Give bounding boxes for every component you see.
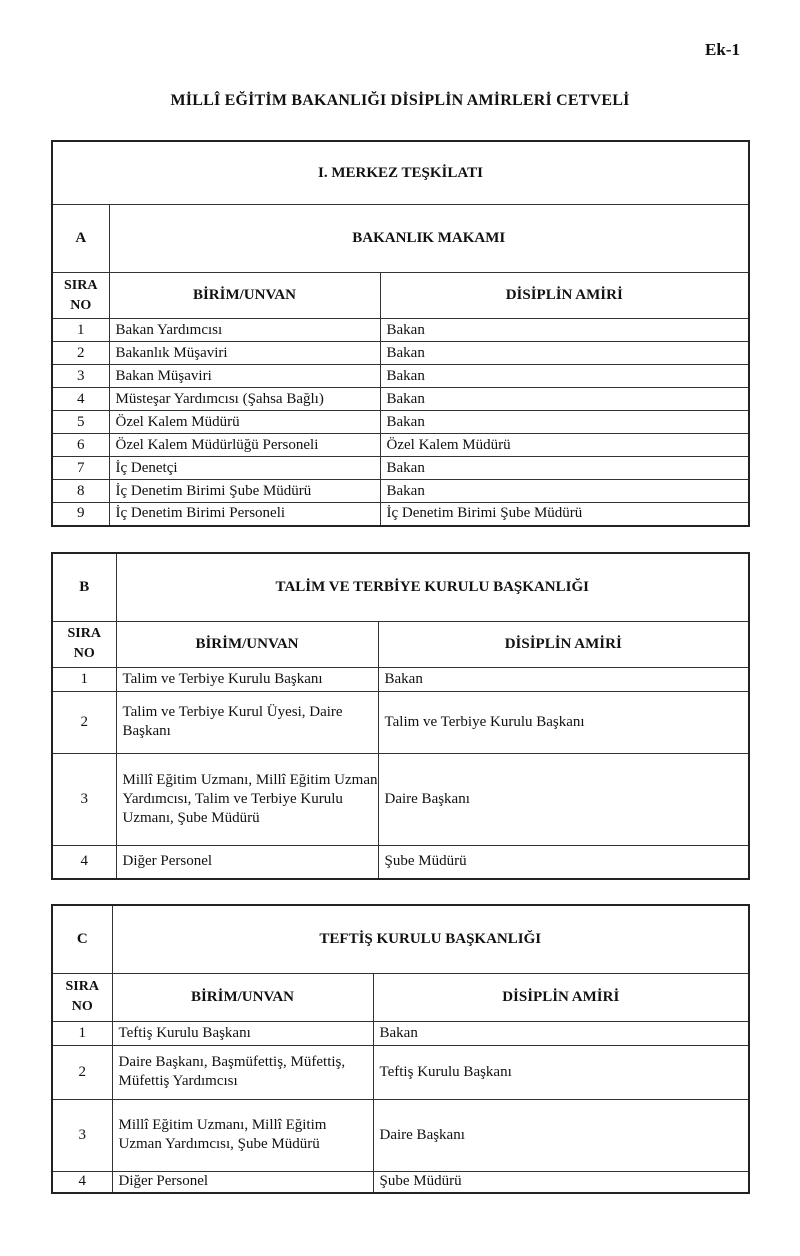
row-unit: Millî Eğitim Uzmanı, Millî Eğitim Uzman Yardımcısı, Şube Müdürü xyxy=(112,1099,373,1171)
row-unit: Bakan Müşaviri xyxy=(109,365,380,388)
row-number: 1 xyxy=(52,667,116,691)
row-supervisor: Teftiş Kurulu Başkanı xyxy=(373,1045,749,1099)
row-number: 1 xyxy=(52,1021,112,1045)
row-supervisor: Talim ve Terbiye Kurulu Başkanı xyxy=(378,691,749,753)
section-letter: A xyxy=(52,205,109,273)
section-letter: C xyxy=(52,905,112,973)
row-number: 5 xyxy=(52,411,109,434)
row-supervisor: Bakan xyxy=(380,388,749,411)
row-unit: Talim ve Terbiye Kurul Üyesi, Daire Başkanı xyxy=(116,691,378,753)
row-supervisor: Bakan xyxy=(378,667,749,691)
section-title: BAKANLIK MAKAMI xyxy=(109,205,749,273)
column-header-supervisor: DİSİPLİN AMİRİ xyxy=(373,973,749,1021)
row-number: 8 xyxy=(52,480,109,503)
section-title: TEFTİŞ KURULU BAŞKANLIĞI xyxy=(112,905,749,973)
row-supervisor: Bakan xyxy=(380,342,749,365)
row-supervisor: Şube Müdürü xyxy=(373,1171,749,1193)
row-number: 2 xyxy=(52,1045,112,1099)
row-unit: Teftiş Kurulu Başkanı xyxy=(112,1021,373,1045)
row-number: 9 xyxy=(52,503,109,526)
column-header-unit: BİRİM/UNVAN xyxy=(109,273,380,319)
row-unit: Bakan Yardımcısı xyxy=(109,319,380,342)
row-number: 3 xyxy=(52,365,109,388)
row-unit: Millî Eğitim Uzmanı, Millî Eğitim Uzman Yardımcısı, Talim ve Terbiye Kurulu Uzmanı, Şube Müdürü xyxy=(116,753,378,845)
table-row xyxy=(52,1045,749,1099)
row-unit: Özel Kalem Müdürü xyxy=(109,411,380,434)
table-row xyxy=(52,480,749,503)
table-row xyxy=(52,503,749,526)
column-header-unit: BİRİM/UNVAN xyxy=(116,621,378,667)
table-row xyxy=(52,1099,749,1171)
table-row xyxy=(52,319,749,342)
row-unit: İç Denetim Birimi Şube Müdürü xyxy=(109,480,380,503)
row-supervisor: Bakan xyxy=(380,411,749,434)
column-header-unit: BİRİM/UNVAN xyxy=(112,973,373,1021)
table-row xyxy=(52,388,749,411)
row-number: 2 xyxy=(52,342,109,365)
table-row xyxy=(52,753,749,845)
row-unit: Özel Kalem Müdürlüğü Personeli xyxy=(109,434,380,457)
column-header-sira-no: SIRA NO xyxy=(52,973,112,1021)
row-supervisor: Bakan xyxy=(380,480,749,503)
document-title: MİLLÎ EĞİTİM BAKANLIĞI DİSİPLİN AMİRLERİ CETVELİ xyxy=(170,92,630,109)
row-number: 4 xyxy=(52,1171,112,1193)
organization-heading: I. MERKEZ TEŞKİLATI xyxy=(52,141,749,205)
row-supervisor: Özel Kalem Müdürü xyxy=(380,434,749,457)
section-letter: B xyxy=(52,553,116,621)
section-table-b xyxy=(51,552,750,880)
section-title: TALİM VE TERBİYE KURULU BAŞKANLIĞI xyxy=(116,553,749,621)
table-row xyxy=(52,365,749,388)
row-unit: Talim ve Terbiye Kurulu Başkanı xyxy=(116,667,378,691)
table-row xyxy=(52,434,749,457)
table-row xyxy=(52,457,749,480)
row-number: 7 xyxy=(52,457,109,480)
column-header-sira-no: SIRA NO xyxy=(52,621,116,667)
column-header-sira-no: SIRA NO xyxy=(52,273,109,319)
row-unit: İç Denetçi xyxy=(109,457,380,480)
table-row xyxy=(52,1021,749,1045)
page-reference: Ek-1 xyxy=(705,40,740,59)
table-row xyxy=(52,845,749,879)
row-number: 3 xyxy=(52,1099,112,1171)
row-number: 1 xyxy=(52,319,109,342)
row-unit: İç Denetim Birimi Personeli xyxy=(109,503,380,526)
row-supervisor: Bakan xyxy=(380,365,749,388)
table-row xyxy=(52,691,749,753)
row-supervisor: İç Denetim Birimi Şube Müdürü xyxy=(380,503,749,526)
table-row xyxy=(52,1171,749,1193)
table-row xyxy=(52,667,749,691)
row-supervisor: Bakan xyxy=(380,457,749,480)
row-unit: Müsteşar Yardımcısı (Şahsa Bağlı) xyxy=(109,388,380,411)
row-supervisor: Şube Müdürü xyxy=(378,845,749,879)
row-supervisor: Bakan xyxy=(373,1021,749,1045)
row-number: 4 xyxy=(52,845,116,879)
column-header-supervisor: DİSİPLİN AMİRİ xyxy=(378,621,749,667)
row-number: 6 xyxy=(52,434,109,457)
row-supervisor: Daire Başkanı xyxy=(373,1099,749,1171)
row-number: 4 xyxy=(52,388,109,411)
row-number: 3 xyxy=(52,753,116,845)
column-header-supervisor: DİSİPLİN AMİRİ xyxy=(380,273,749,319)
section-table-c xyxy=(51,904,750,1194)
row-unit: Daire Başkanı, Başmüfettiş, Müfettiş, Müfettiş Yardımcısı xyxy=(112,1045,373,1099)
row-supervisor: Daire Başkanı xyxy=(378,753,749,845)
table-row xyxy=(52,411,749,434)
row-supervisor: Bakan xyxy=(380,319,749,342)
section-table-a xyxy=(51,140,750,527)
table-row xyxy=(52,342,749,365)
row-number: 2 xyxy=(52,691,116,753)
row-unit: Bakanlık Müşaviri xyxy=(109,342,380,365)
row-unit: Diğer Personel xyxy=(116,845,378,879)
row-unit: Diğer Personel xyxy=(112,1171,373,1193)
